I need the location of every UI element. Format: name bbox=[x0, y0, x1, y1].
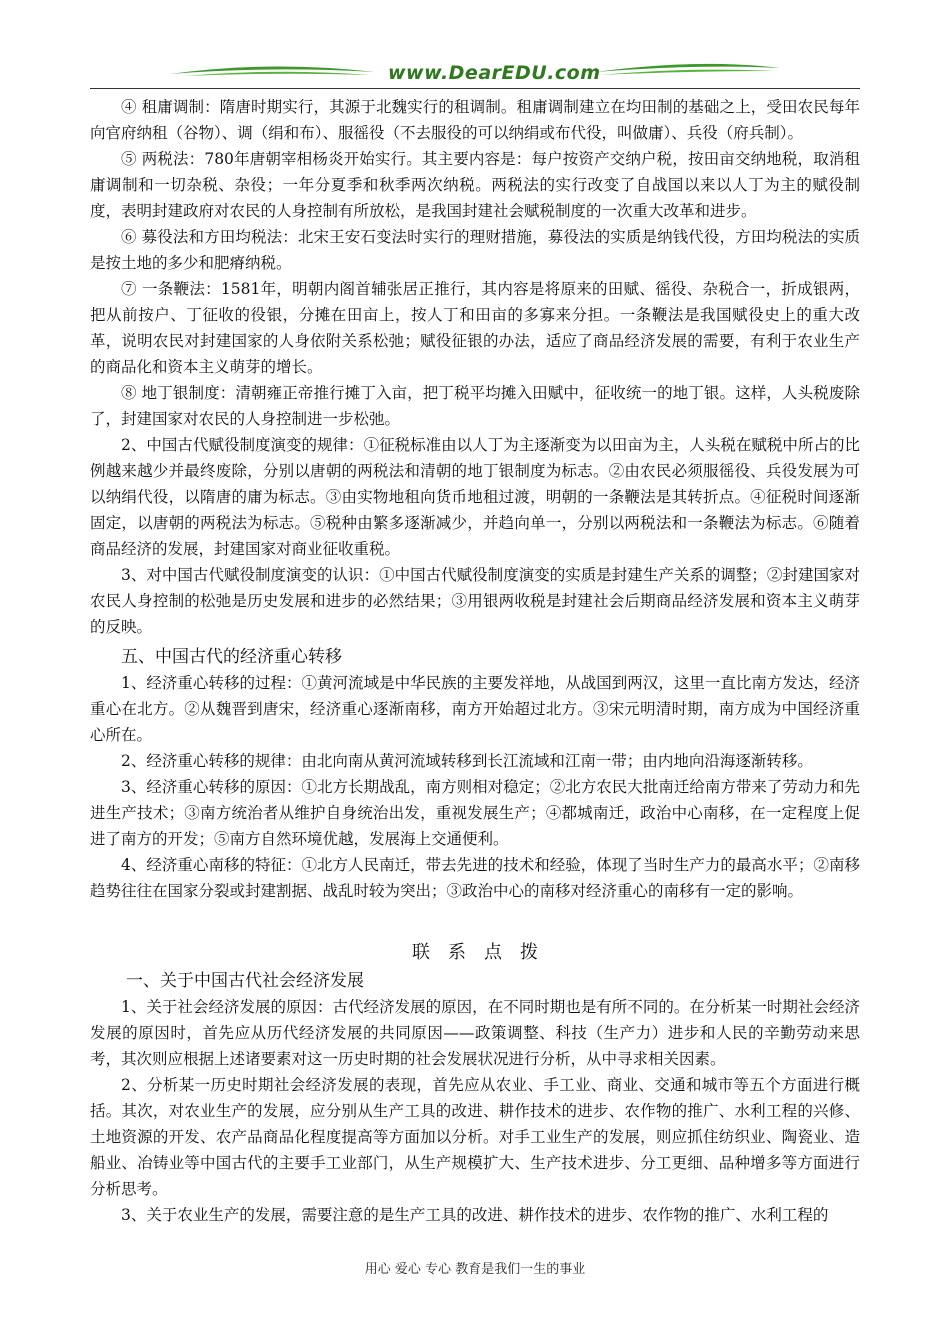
paragraph: 2、中国古代赋役制度演变的规律：①征税标准由以人丁为主逐渐变为以田亩为主，人头税在赋税中所占的比例越来越少并最终废除，分别以唐朝的两税法和清朝的地丁银制度为标志。②由农民必须服徭役、兵役发展为可以纳绢代役，以隋唐的庸为标志。③由实物地租向货币地租过渡，明朝的一条鞭法是其转折点。④征税时间逐渐固定，以唐朝的两税法为标志。⑤税种由繁多逐渐减少，并趋向单一，分别以两税法和一条鞭法为标志。⑥随着商品经济的发展，封建国家对商业征收重税。 bbox=[90, 436, 860, 558]
paragraph: ⑤ 两税法：780年唐朝宰相杨炎开始实行。其主要内容是：每户按资产交纳户税，按田亩交纳地税，取消租庸调制和一切杂税、杂役；一年分夏季和秋季两次纳税。两税法的实行改变了自战国以来以人丁为主的赋役制度，表明封建政府对农民的人身控制有所放松，是我国封建社会赋税制度的一次重大改革和进步。 bbox=[90, 150, 860, 220]
paragraph: 3、关于农业生产的发展，需要注意的是生产工具的改进、耕作技术的进步、农作物的推广、水利工程的 bbox=[121, 1206, 829, 1224]
paragraph: ⑥ 募役法和方田均税法：北宋王安石变法时实行的理财措施，募役法的实质是纳钱代役，方田均税法的实质是按土地的多少和肥瘠纳税。 bbox=[90, 228, 860, 272]
site-brand[interactable]: www.DearEDU.com bbox=[388, 62, 601, 84]
page-footer: 用心 爱心 专心 教育是我们一生的事业 bbox=[364, 1262, 586, 1277]
document-body bbox=[90, 94, 860, 1228]
header-divider bbox=[90, 88, 860, 89]
paragraph: ⑧ 地丁银制度：清朝雍正帝推行摊丁入亩，把丁税平均摊入田赋中，征收统一的地丁银。这样，人头税废除了，封建国家对农民的人身控制进一步松弛。 bbox=[90, 384, 860, 428]
paragraph: 1、经济重心转移的过程：①黄河流域是中华民族的主要发祥地，从战国到两汉，这里一直比南方发达，经济重心在北方。②从魏晋到唐宋，经济重心逐渐南移，南方开始超过北方。③宋元明清时期，南方成为中国经济重心所在。 bbox=[90, 674, 860, 744]
paragraph: ④ 租庸调制：隋唐时期实行，其源于北魏实行的租调制。租庸调制建立在均田制的基础之上，受田农民每年向官府纳租（谷物）、调（绢和布）、服徭役（不去服役的可以纳绢或布代役，叫做庸）、兵役（府兵制）。 bbox=[90, 98, 860, 142]
paragraph: 4、经济重心南移的特征：①北方人民南迁，带去先进的技术和经验，体现了当时生产力的最高水平；②南移趋势往往在国家分裂或封建割据、战乱时较为突出；③政治中心的南移对经济重心的南移有一定的影响。 bbox=[90, 856, 860, 900]
site-header bbox=[90, 58, 860, 88]
section-heading: 五、中国古代的经济重心转移 bbox=[121, 647, 342, 667]
paragraph: 1、关于社会经济发展的原因：古代经济发展的原因，在不同时期也是有所不同的。在分析某一时期社会经济发展的原因时，首先应从历代经济发展的共同原因——政策调整、科技（生产力）进步和人民的辛勤劳动来思考，其次则应根据上述诸要素对这一历史时期的社会发展状况进行分析，从中寻求相关因素。 bbox=[90, 998, 860, 1068]
paragraph: 2、经济重心转移的规律：由北向南从黄河流域转移到长江流域和江南一带；由内地向沿海逐渐转移。 bbox=[121, 752, 813, 770]
paragraph: 3、经济重心转移的原因：①北方长期战乱，南方则相对稳定；②北方农民大批南迁给南方带来了劳动力和先进生产技术；③南方统治者从维护自身统治出发，重视发展生产；④都城南迁，政治中心南移，在一定程度上促进了南方的开发；⑤南方自然环境优越，发展海上交通便利。 bbox=[90, 778, 860, 848]
paragraph: 3、对中国古代赋役制度演变的认识：①中国古代赋役制度演变的实质是封建生产关系的调整；②封建国家对农民人身控制的松弛是历史发展和进步的必然结果；③用银两收税是封建社会后期商品经济发展和资本主义萌芽的反映。 bbox=[90, 566, 860, 636]
paragraph: 2、分析某一历史时期社会经济发展的表现，首先应从农业、手工业、商业、交通和城市等五个方面进行概括。其次，对农业生产的发展，应分别从生产工具的改进、耕作技术的进步、农作物的推广、水利工程的兴修、土地资源的开发、农产品商品化程度提高等方面加以分析。对手工业生产的发展，则应抓住纺织业、陶瓷业、造船业、冶铸业等中国古代的主要手工业部门，从生产规模扩大、生产技术进步、分工更细、品种增多等方面进行分析思考。 bbox=[90, 1076, 860, 1198]
subsection-heading: 一、关于中国古代社会经济发展 bbox=[126, 971, 364, 991]
paragraph: ⑦ 一条鞭法：1581年，明朝内阁首辅张居正推行，其内容是将原来的田赋、徭役、杂税合一，折成银两，把从前按户、丁征收的役银，分摊在田亩上，按人丁和田亩的多寡来分担。一条鞭法是我国赋役史上的重大改革，说明农民对封建国家的人身依附关系松弛；赋役征银的办法，适应了商品经济发展的需要，有利于农业生产的商品化和资本主义萌芽的增长。 bbox=[90, 280, 860, 376]
section-title: 联系点拨 bbox=[412, 942, 556, 963]
